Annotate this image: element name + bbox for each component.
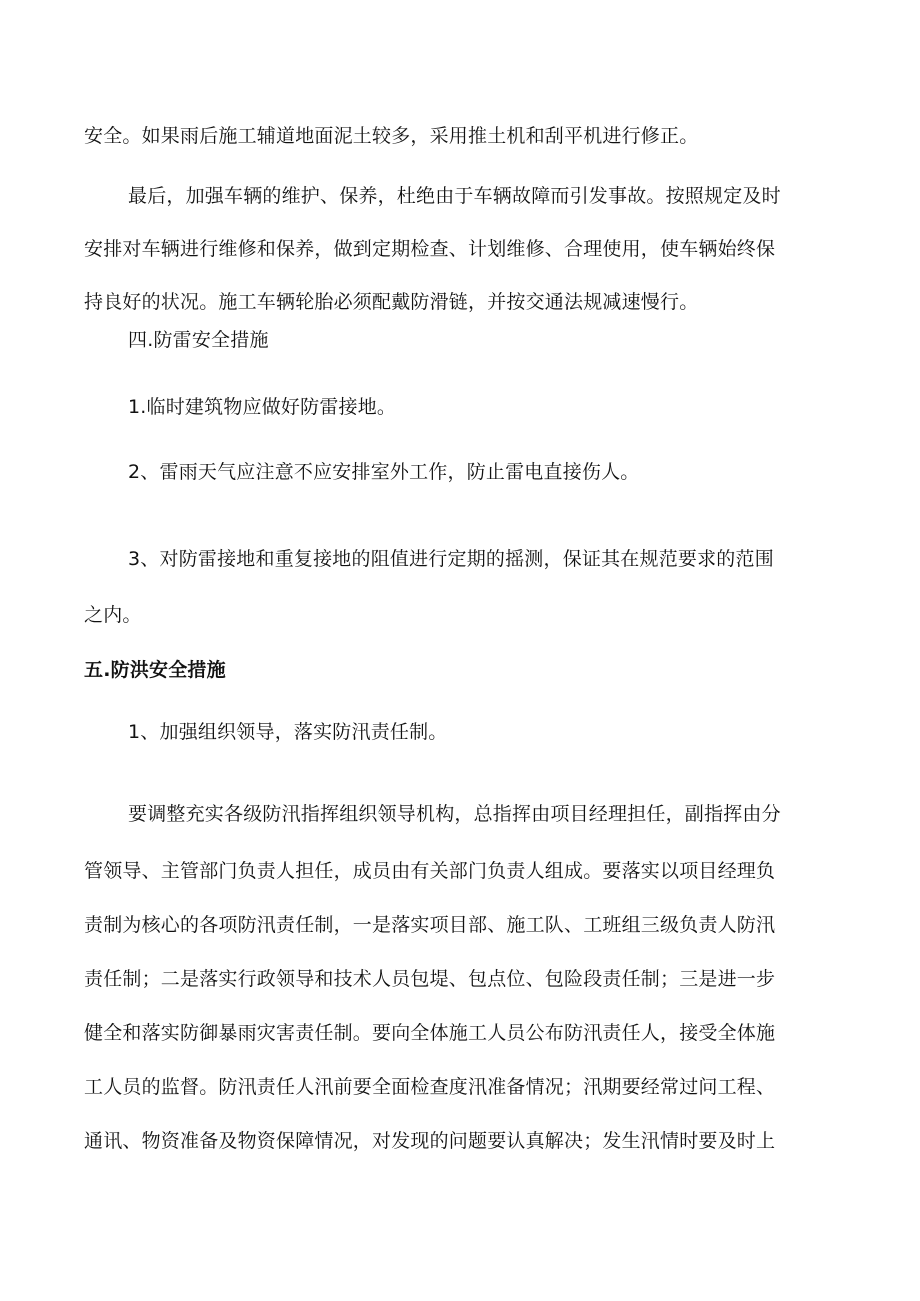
paragraph-line: 安全。如果雨后施工辅道地面泥土较多，采用推土机和刮平机进行修正。: [84, 125, 699, 147]
section-heading: 四.防雷安全措施: [128, 329, 269, 351]
paragraph-line: 健全和落实防御暴雨灾害责任制。要向全体施工人员公布防汛责任人，接受全体施: [84, 1022, 776, 1044]
paragraph-line: 责任制；二是落实行政领导和技术人员包堤、包点位、包险段责任制；三是进一步: [84, 968, 776, 990]
list-item: 3、对防雷接地和重复接地的阻值进行定期的摇测，保证其在规范要求的范围: [128, 548, 774, 570]
list-item: 1.临时建筑物应做好防雷接地。: [128, 396, 397, 418]
list-item: 1、加强组织领导，落实防汛责任制。: [128, 721, 448, 743]
paragraph-line: 工人员的监督。防汛责任人汛前要全面检查度汛准备情况；汛期要经常过问工程、: [84, 1076, 776, 1098]
paragraph-line: 最后，加强车辆的维护、保养，杜绝由于车辆故障而引发事故。按照规定及时: [128, 185, 781, 207]
list-item: 2、雷雨天气应注意不应安排室外工作，防止雷电直接伤人。: [128, 461, 640, 483]
paragraph-line: 通讯、物资准备及物资保障情况，对发现的问题要认真解决；发生汛情时要及时上: [84, 1130, 776, 1152]
paragraph-line: 责制为核心的各项防汛责任制，一是落实项目部、施工队、工班组三级负责人防汛: [84, 914, 776, 936]
paragraph-line: 持良好的状况。施工车辆轮胎必须配戴防滑链，并按交通法规减速慢行。: [84, 291, 699, 313]
paragraph-line: 之内。: [84, 604, 142, 626]
paragraph-line: 管领导、主管部门负责人担任，成员由有关部门负责人组成。要落实以项目经理负: [84, 860, 776, 882]
paragraph-line: 安排对车辆进行维修和保养，做到定期检查、计划维修、合理使用，使车辆始终保: [84, 238, 776, 260]
section-heading: 五.防洪安全措施: [84, 659, 226, 681]
paragraph-line: 要调整充实各级防汛指挥组织领导机构，总指挥由项目经理担任，副指挥由分: [128, 803, 781, 825]
